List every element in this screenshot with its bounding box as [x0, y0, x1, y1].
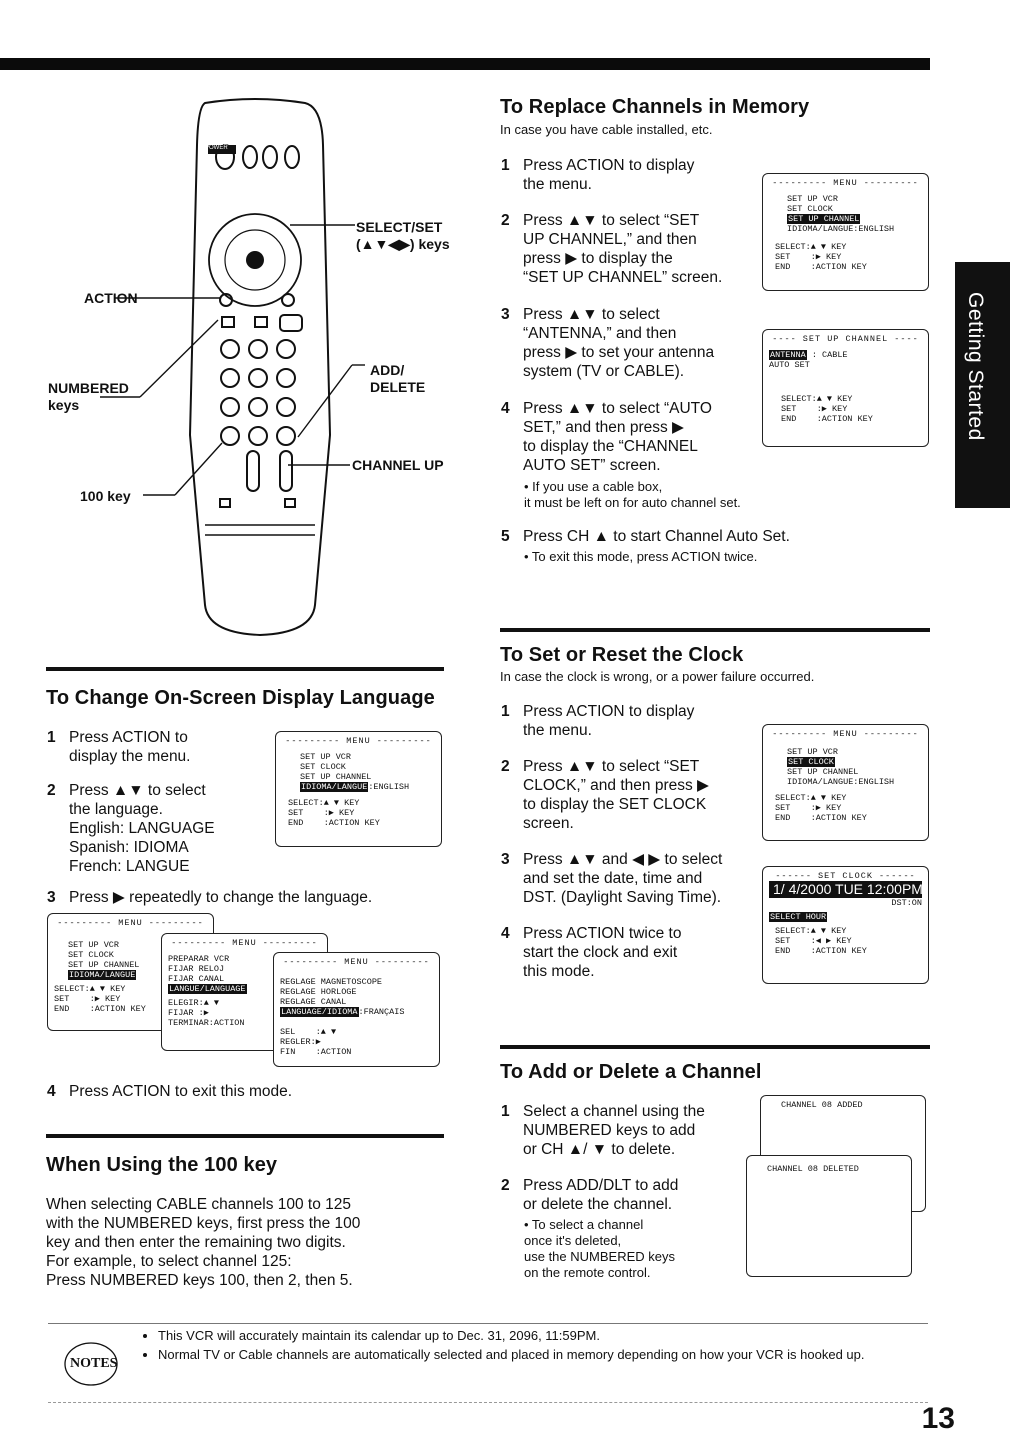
- callout-select-set: SELECT/SET (▲▼◀▶) keys: [356, 219, 450, 252]
- language-step-3: 3 Press ▶ repeatedly to change the language.: [47, 889, 373, 906]
- osd-menu-set-clock: --------- MENU --------- SET UP VCR SET CLOCK SET UP CHANNEL IDIOMA/LANGUE:ENGLISH SELECT:▲ ▼ KEY SET :▶ KEY END :ACTION KEY: [762, 724, 929, 841]
- language-step-4: 4 Press ACTION to exit this mode.: [47, 1083, 293, 1100]
- clock-title: To Set or Reset the Clock: [500, 644, 744, 666]
- osd-channel-deleted: CHANNEL 08 DELETED: [746, 1155, 912, 1277]
- side-tab: Getting Started: [955, 262, 1010, 508]
- replace-step-2: 2 Press ▲▼ to select “SET UP CHANNEL,” and then press ▶ to display the “SET UP CHANNEL” screen.: [501, 212, 723, 286]
- osd-language-english: --------- MENU --------- SET UP VCR SET CLOCK SET UP CHANNEL IDIOMA/LANGUE SELECT:▲ ▼ KEY SET :▶ KEY END :ACTION KEY: [47, 913, 214, 1031]
- language-step-1: 1 Press ACTION to display the menu.: [47, 729, 191, 765]
- replace-step-5: 5 Press CH ▲ to start Channel Auto Set.: [501, 528, 790, 545]
- callout-numbered: NUMBERED keys: [48, 380, 129, 413]
- add-delete-rule: [500, 1045, 930, 1049]
- clock-subtitle: In case the clock is wrong, or a power failure occurred.: [500, 669, 815, 684]
- key100-title: When Using the 100 key: [46, 1154, 278, 1176]
- callout-action: ACTION: [84, 290, 138, 306]
- osd-language-french: --------- MENU --------- REGLAGE MAGNETOSCOPE REGLAGE HORLOGE REGLAGE CANAL LANGUAGE/IDIOMA:FRANÇAIS SEL :▲ ▼ REGLER:▶ FIN :ACTION: [273, 952, 440, 1067]
- top-rule: [0, 58, 930, 70]
- add-delete-step-1: 1 Select a channel using the NUMBERED keys to add or CH ▲/ ▼ to delete.: [501, 1103, 705, 1158]
- osd-set-clock: ------ SET CLOCK ------ 1/ 4/2000 TUE 12:00PM DST:ON SELECT HOUR SELECT:▲ ▼ KEY SET :◀ ▶ KEY END :ACTION KEY: [762, 866, 929, 984]
- power-button-label: POWER: [205, 145, 228, 151]
- add-delete-step-2: 2 Press ADD/DLT to add or delete the channel.: [501, 1177, 679, 1213]
- osd-language-english-small: --------- MENU --------- SET UP VCR SET CLOCK SET UP CHANNEL IDIOMA/LANGUE:ENGLISH SELECT:▲ ▼ KEY SET :▶ KEY END :ACTION KEY: [275, 731, 442, 847]
- clock-step-4: 4 Press ACTION twice to start the clock and exit this mode.: [501, 925, 682, 980]
- replace-bullet-4: • If you use a cable box, it must be left on for auto channel set.: [524, 479, 741, 510]
- clock-datetime: 1/ 4/2000 TUE 12:00PM: [769, 881, 922, 898]
- replace-channels-title: To Replace Channels in Memory: [500, 96, 810, 118]
- callout-add-delete: ADD/ DELETE: [370, 362, 426, 395]
- clock-step-3: 3 Press ▲▼ and ◀ ▶ to select and set the date, time and DST. (Daylight Saving Time).: [501, 851, 723, 906]
- clock-step-1: 1 Press ACTION to display the menu.: [501, 703, 695, 739]
- osd-language-spanish: --------- MENU --------- PREPARAR VCR FIJAR RELOJ FIJAR CANAL LANGUE/LANGUAGE ELEGIR:▲ ▼ FIJAR :▶ TERMINAR:ACTION: [161, 933, 328, 1051]
- osd-channel-added: CHANNEL 08 ADDED: [760, 1095, 926, 1212]
- replace-bullet-5: • To exit this mode, press ACTION twice.: [524, 549, 758, 564]
- key100-rule: [46, 1134, 444, 1138]
- callout-channel-up: CHANNEL UP: [352, 457, 444, 473]
- replace-step-4: 4 Press ▲▼ to select “AUTO SET,” and then press ▶ to display the “CHANNEL AUTO SET” screen.: [501, 400, 712, 474]
- notes-label: NOTES: [70, 1356, 118, 1371]
- note-1: • This VCR will accurately maintain its calendar up to Dec. 31, 2096, 11:59PM.: [158, 1328, 878, 1343]
- page-number: 13: [921, 1402, 955, 1435]
- add-delete-title: To Add or Delete a Channel: [500, 1061, 762, 1083]
- callout-100-key: 100 key: [80, 488, 131, 504]
- replace-channels-subtitle: In case you have cable installed, etc.: [500, 122, 713, 137]
- clock-rule: [500, 628, 930, 632]
- clock-step-2: 2 Press ▲▼ to select “SET CLOCK,” and then press ▶ to display the SET CLOCK screen.: [501, 758, 709, 832]
- language-title: To Change On-Screen Display Language: [46, 687, 435, 709]
- replace-step-3: 3 Press ▲▼ to select “ANTENNA,” and then press ▶ to set your antenna system (TV or CABLE).: [501, 306, 715, 380]
- replace-step-1: 1 Press ACTION to display the menu.: [501, 157, 695, 193]
- notes-box: [48, 1323, 928, 1403]
- language-rule: [46, 667, 444, 671]
- key100-body: When selecting CABLE channels 100 to 125 with the NUMBERED keys, first press the 100 key and then enter the remaining two digits. For example, to select channel 125: Press NUMBERED keys 100, then 2, then 5.: [46, 1196, 361, 1289]
- osd-menu-setup-channel: --------- MENU --------- SET UP VCR SET CLOCK SET UP CHANNEL IDIOMA/LANGUE:ENGLISH SELECT:▲ ▼ KEY SET :▶ KEY END :ACTION KEY: [762, 173, 929, 291]
- language-step-2: 2 Press ▲▼ to select the language. English: LANGUAGE Spanish: IDIOMA French: LANGUE: [47, 782, 215, 875]
- add-delete-bullet: • To select a channel once it's deleted, use the NUMBERED keys on the remote control.: [524, 1217, 675, 1280]
- note-2: • Normal TV or Cable channels are automatically selected and placed in memory depending on how your VCR is hooked up.: [158, 1347, 878, 1362]
- osd-setup-channel: ---- SET UP CHANNEL ---- ANTENNA : CABLE AUTO SET SELECT:▲ ▼ KEY SET :▶ KEY END :ACTION KEY: [762, 329, 929, 447]
